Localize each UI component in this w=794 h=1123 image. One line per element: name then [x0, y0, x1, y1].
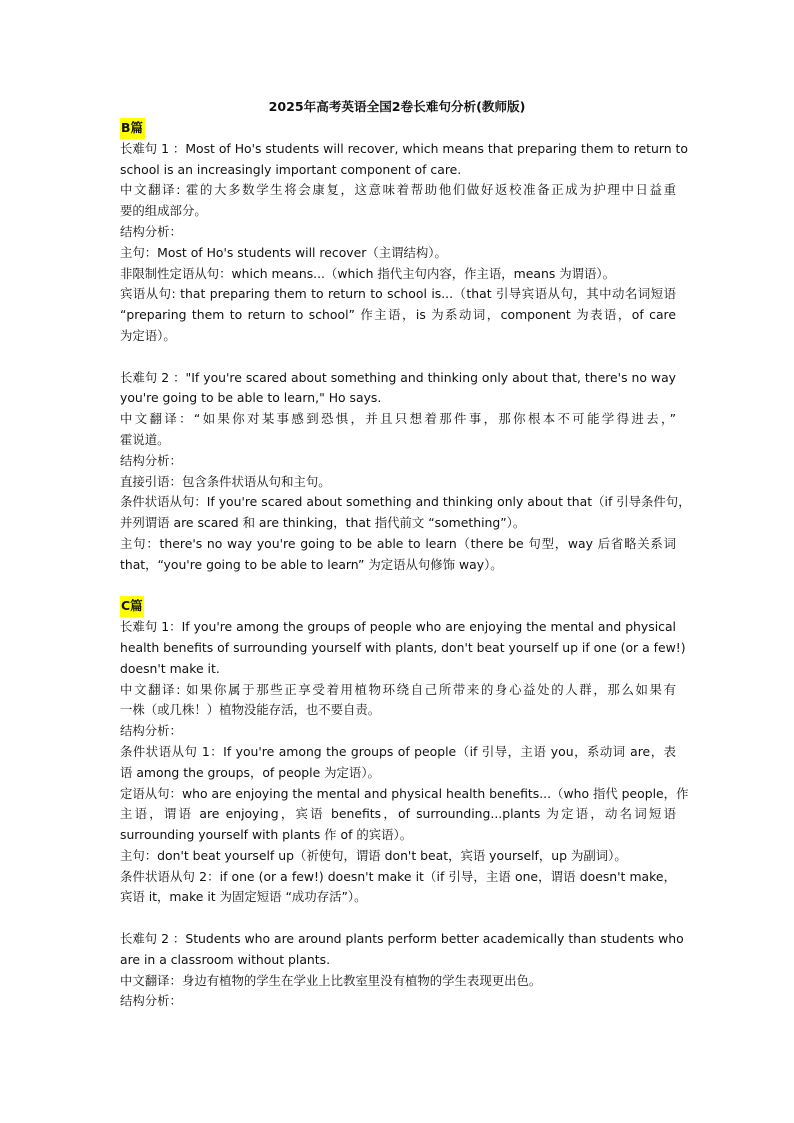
- analysis-line: 宾语从句: that preparing them to return to school is...（that 引导宾语从句，其中动名词短语: [120, 286, 676, 302]
- analysis-line: 条件状语从句：If you're scared about something and thinking only about that（if 引导条件句，: [120, 494, 691, 510]
- analysis-line: 结构分析：: [120, 452, 182, 468]
- analysis-line: surrounding yourself with plants 作 of 的宾语）。: [120, 827, 413, 843]
- analysis-line: 并列谓语 are scared 和 are thinking，that 指代前文 “something”）。: [120, 515, 526, 531]
- analysis-line: 结构分析：: [120, 223, 182, 239]
- analysis-line: 主句：there's no way you're going to be able to learn（there be 句型，way 后省略关系词: [120, 535, 676, 551]
- analysis-line: school is an increasingly important component of care.: [120, 161, 462, 177]
- analysis-line: “preparing them to return to school” 作主语，is 为系动词，component 为表语，of care: [120, 307, 676, 323]
- sentence-line: 长难句 2 ："If you're scared about something and thinking only about that, there's no way: [120, 369, 676, 385]
- analysis-line: 语 among the groups，of people 为定语）。: [120, 764, 380, 780]
- document-title: 2025年高考英语全国2卷长难句分析(教师版): [268, 99, 526, 114]
- section-gap: [120, 576, 676, 597]
- analysis-line: 中文翻译: 如果你属于那些正享受着用植物环绕自己所带来的身心益处的人群，那么如果有: [120, 681, 676, 697]
- analysis-line: 主句：don't beat yourself up（祈使句，谓语 don't beat，宾语 yourself，up 为副词）。: [120, 847, 627, 863]
- analysis-line: 一株（或几株！）植物没能存活，也不要自责。: [120, 702, 381, 718]
- analysis-line: 结构分析：: [120, 723, 182, 739]
- analysis-line: doesn't make it.: [120, 660, 220, 676]
- sentence-line: 长难句 1：If you're among the groups of people who are enjoying the mental and physical: [120, 619, 676, 635]
- analysis-line: 非限制性定语从句：which means...（which 指代主句内容，作主语，means 为谓语）。: [120, 265, 615, 281]
- analysis-line: 宾语 it，make it 为固定短语 “成功存活”）。: [120, 889, 367, 905]
- analysis-line: you're going to be able to learn," Ho says.: [120, 390, 382, 406]
- analysis-line: 主句：Most of Ho's students will recover（主谓结构）。: [120, 244, 447, 260]
- item-gap: [120, 908, 676, 929]
- analysis-line: 中文翻译：身边有植物的学生在学业上比教室里没有植物的学生表现更出色。: [120, 972, 542, 988]
- item-gap: [120, 347, 676, 368]
- sentence-line: 长难句 2 ：Students who are around plants perform better academically than students who: [120, 931, 684, 947]
- document-body: [120, 118, 691, 1012]
- section-heading: C篇: [120, 596, 144, 617]
- analysis-line: 中文翻译: 霍的大多数学生将会康复，这意味着帮助他们做好返校准备正成为护理中日益重: [120, 182, 676, 198]
- analysis-line: 直接引语：包含条件状语从句和主句。: [120, 473, 331, 489]
- section-heading: B篇: [120, 118, 145, 139]
- analysis-line: are in a classroom without plants.: [120, 951, 331, 967]
- section-heading-line: [120, 596, 676, 617]
- analysis-line: 定语从句：who are enjoying the mental and physical health benefits...（who 指代 people，作: [120, 785, 689, 801]
- analysis-line: 条件状语从句 1：If you're among the groups of people（if 引导，主语 you，系动词 are，表: [120, 743, 676, 759]
- analysis-line: 结构分析：: [120, 993, 182, 1009]
- analysis-line: 霍说道。: [120, 431, 170, 447]
- sentence-line: 长难句 1 ：Most of Ho's students will recover, which means that preparing them to return to: [120, 140, 688, 156]
- analysis-line: 为定语）。: [120, 327, 176, 343]
- analysis-line: 条件状语从句 2：if one (or a few!) doesn't make it（if 引导，主语 one，谓语 doesn't make，: [120, 868, 676, 884]
- analysis-line: that，“you're going to be able to learn” 为定语从句修饰 way）。: [120, 556, 503, 572]
- analysis-line: 中文翻译：“如果你对某事感到恐惧，并且只想着那件事，那你根本不可能学得进去，”: [120, 411, 676, 427]
- analysis-line: health benefits of surrounding yourself with plants, don't beat yourself up if one (or a few!): [120, 639, 686, 655]
- analysis-line: 要的组成部分。: [120, 203, 207, 219]
- section-heading-line: [120, 118, 676, 139]
- analysis-line: 主语，谓语 are enjoying，宾语 benefits，of surrounding...plants 为定语，动名词短语: [120, 806, 676, 822]
